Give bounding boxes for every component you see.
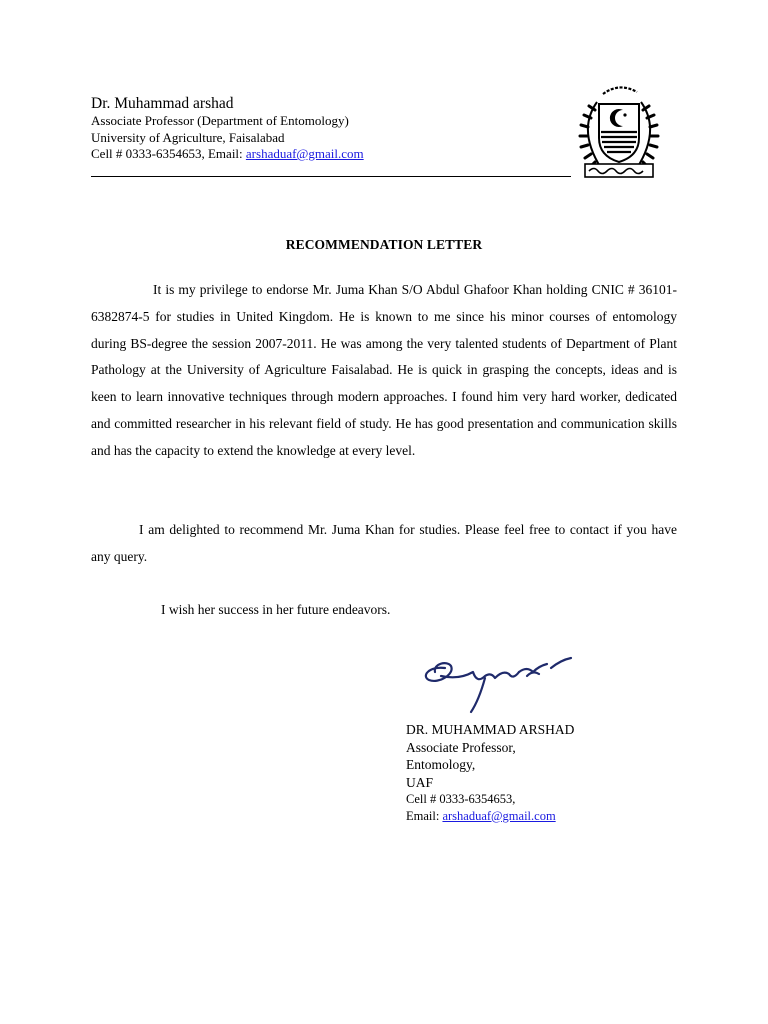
closing-title: Associate Professor,: [406, 739, 516, 755]
letterhead: [91, 95, 571, 163]
closing-email-line: [406, 808, 574, 825]
body-paragraph-1: [91, 277, 677, 465]
sender-name: Dr. Muhammad arshad: [91, 95, 234, 112]
closing-department: Entomology,: [406, 757, 476, 772]
closing-institution: UAF: [406, 774, 434, 790]
closing-name: DR. MUHAMMAD ARSHAD: [406, 722, 575, 737]
handwritten-signature-icon: [415, 650, 585, 720]
header-divider: [91, 176, 571, 177]
body-paragraph-1-text: It is my privilege to endorse Mr. Juma Khan S/O Abdul Ghafoor Khan holding CNIC # 36101-6382874-5 for studies in United Kingdom. He is known to me since his minor courses of entomology during BS-degree the session 2007-2011. He was among the very talented students of Department of Plant Pathology at the University of Agriculture Faisalabad. He is quick in grasping the concepts, ideas and is keen to learn innovative techniques through modern approaches. I found him very hard worker, dedicated and committed researcher in his relevant field of study. He has good presentation and communication skills and has the capacity to extend the knowledge at every level.: [91, 282, 677, 458]
body-paragraph-2-text: I am delighted to recommend Mr. Juma Khan for studies. Please feel free to contact if you have any query.: [91, 522, 677, 564]
body-paragraph-3-text: I wish her success in her future endeavors.: [161, 602, 391, 617]
university-seal-icon: [575, 80, 663, 180]
email-link[interactable]: arshaduaf@gmail.com: [245, 146, 364, 161]
closing-block: [406, 721, 574, 824]
sender-position: Associate Professor (Department of Entomology): [91, 113, 349, 128]
closing-email-prefix: Email:: [406, 808, 443, 823]
sender-university: University of Agriculture, Faisalabad: [91, 129, 285, 145]
sender-contact: [91, 146, 571, 163]
closing-cell: Cell # 0333-6354653,: [406, 792, 516, 806]
body-paragraph-2: [91, 517, 677, 571]
letter-title: RECOMMENDATION LETTER: [285, 237, 483, 252]
body-paragraph-3: [91, 597, 677, 624]
contact-prefix: Cell # 0333-6354653, Email:: [91, 146, 246, 161]
closing-email-link[interactable]: arshaduaf@gmail.com: [442, 808, 556, 823]
